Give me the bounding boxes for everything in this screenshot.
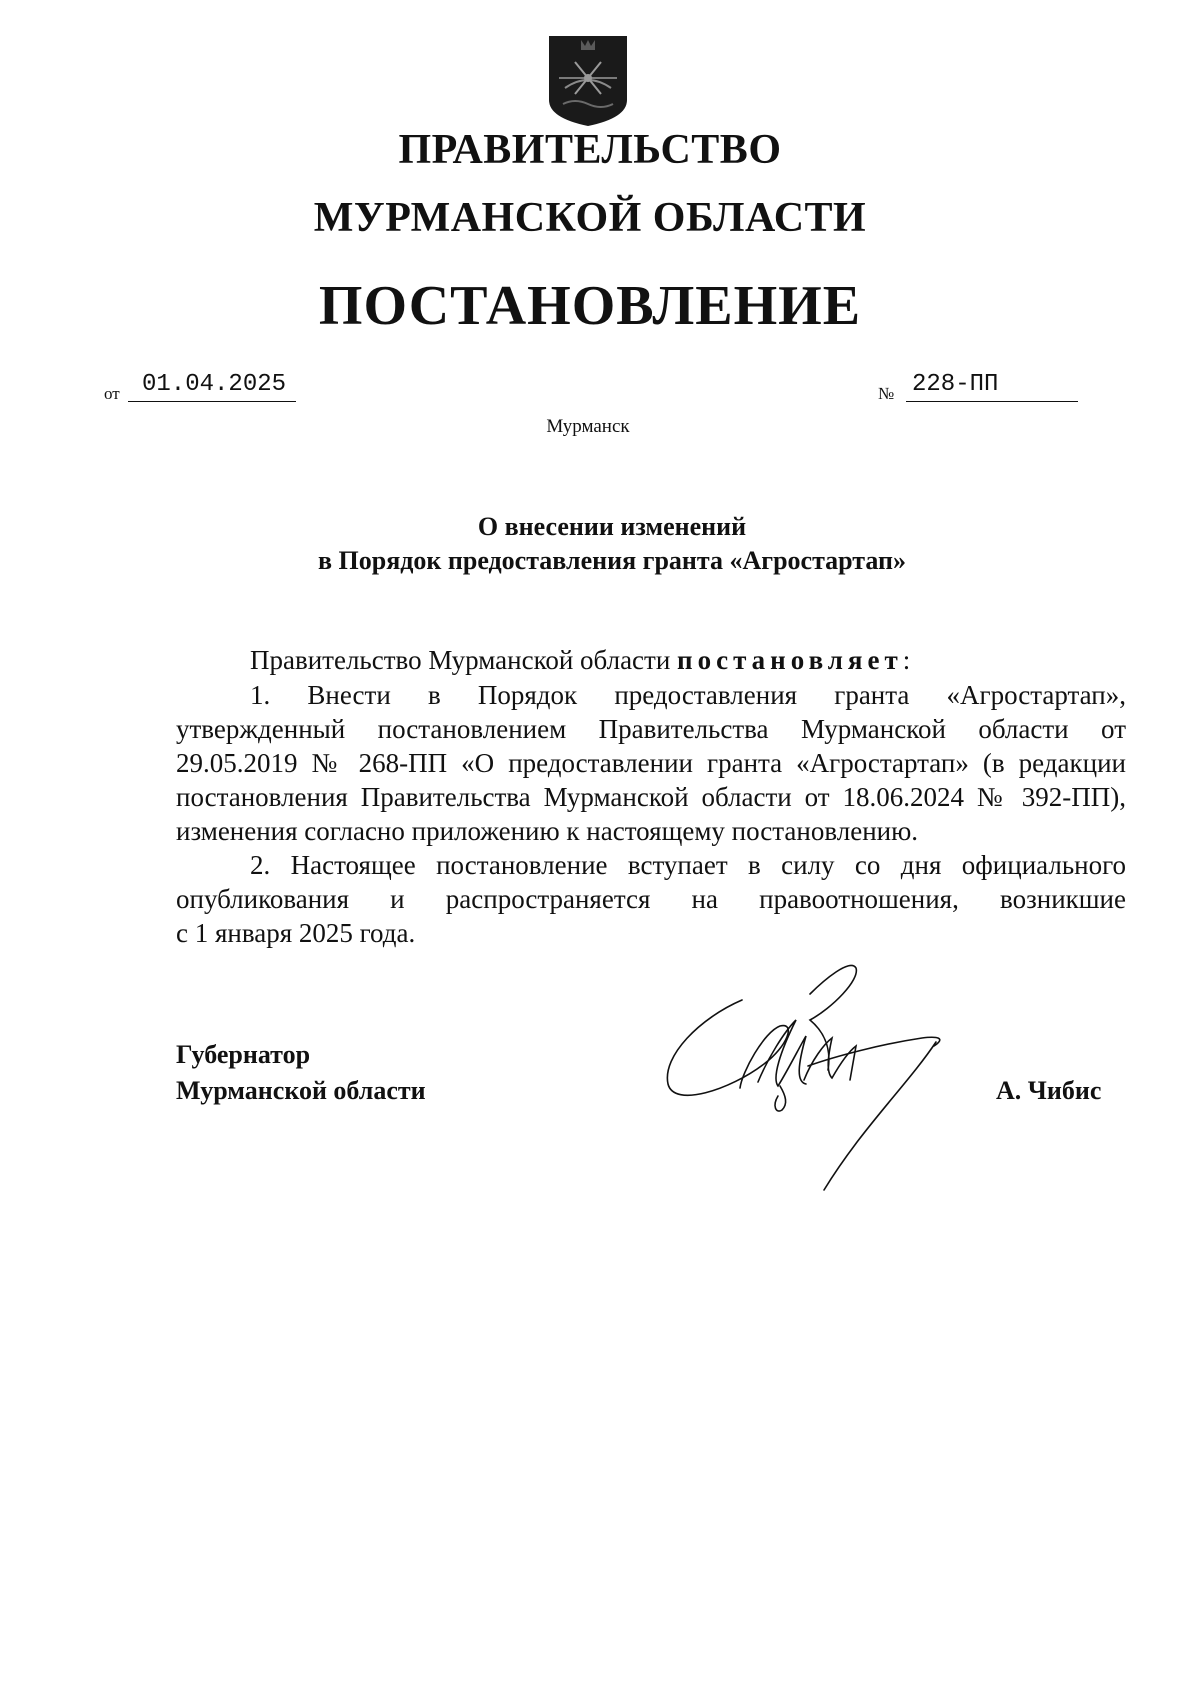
- decree-verb: постановляет: [677, 645, 903, 675]
- government-title-line1: ПРАВИТЕЛЬСТВО: [398, 127, 782, 173]
- intro-text: Правительство Мурманской области: [250, 645, 678, 675]
- paragraph-1-line: изменения согласно приложению к настоящему постановлению.: [176, 816, 919, 846]
- paragraph-1-line: постановления Правительства Мурманской области от 18.06.2024 № 392-ПП),: [176, 782, 1126, 812]
- paragraph-2-line: с 1 января 2025 года.: [176, 918, 416, 948]
- coat-of-arms-emblem: [545, 32, 631, 128]
- signatory-title-line1: Губернатор: [176, 1040, 311, 1069]
- decree-intro: [250, 643, 910, 677]
- signatory-title-line2: Мурманской области: [176, 1076, 426, 1105]
- document-number: 228-ПП: [906, 369, 1078, 402]
- paragraph-1-line: утвержденный постановлением Правительства Мурманской области от: [176, 714, 1126, 744]
- government-title-line2: МУРМАНСКОЙ ОБЛАСТИ: [313, 195, 867, 241]
- number-prefix-label: №: [878, 384, 895, 403]
- city-label: Мурманск: [546, 416, 630, 437]
- paragraph-1-line: 1. Внести в Порядок предоставления гранта «Агростартап»,: [250, 680, 1126, 710]
- paragraph-2-line: опубликования и распространяется на правоотношения, возникшие: [176, 884, 1126, 914]
- document-type-title: ПОСТАНОВЛЕНИЕ: [318, 275, 862, 337]
- intro-colon: :: [902, 645, 911, 675]
- subject-title-line1: О внесении изменений: [477, 512, 747, 541]
- handwritten-signature: [660, 960, 960, 1220]
- date-prefix-label: от: [104, 384, 120, 403]
- paragraph-1-line: 29.05.2019 № 268-ПП «О предоставлении гранта «Агростартап» (в редакции: [176, 748, 1126, 778]
- paragraph-2-line: 2. Настоящее постановление вступает в силу со дня официального: [250, 850, 1126, 880]
- subject-title-line2: в Порядок предоставления гранта «Агростартап»: [317, 546, 907, 575]
- signatory-name: А. Чибис: [996, 1076, 1102, 1105]
- document-date: 01.04.2025: [128, 369, 296, 402]
